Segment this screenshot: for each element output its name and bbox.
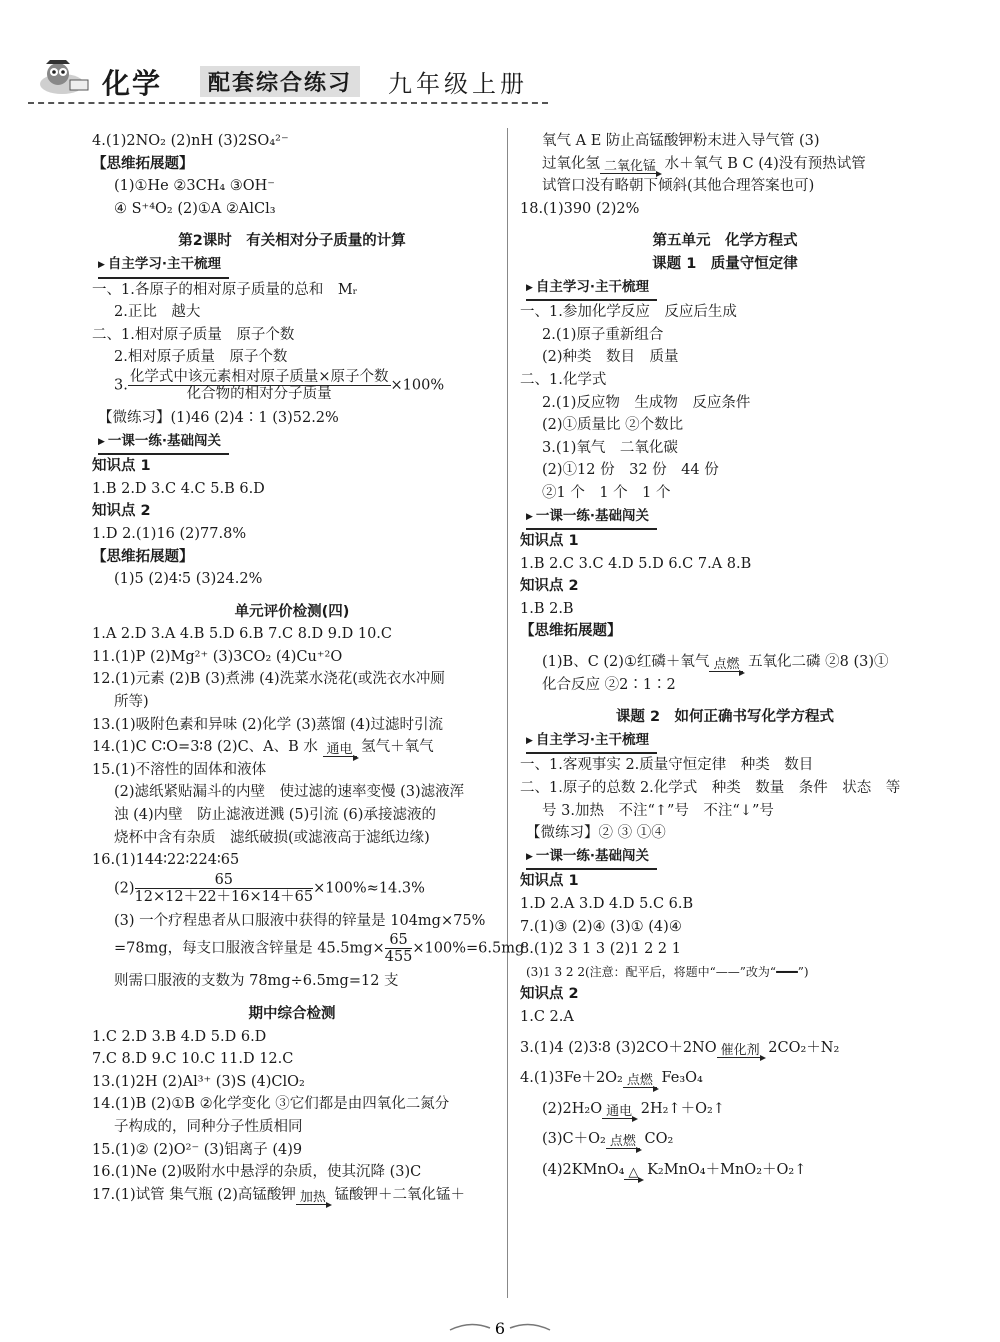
answer-line: 化合反应 ②2∶1∶2	[542, 676, 676, 693]
knowledge-point-label: 知识点 1	[92, 458, 151, 475]
knowledge-point-label: 知识点 2	[520, 986, 579, 1003]
knowledge-point-label: 知识点 1	[520, 533, 579, 550]
page-number-ornament	[440, 1318, 560, 1338]
book-series: 配套综合练习	[200, 66, 360, 97]
answer-line: (1)5 (2)4∶5 (3)24.2%	[114, 571, 263, 588]
knowledge-point-label: 知识点 2	[520, 578, 579, 595]
answer-line: 所等)	[114, 694, 149, 711]
answer-line: 则需口服液的支数为 78mg÷6.5mg=12 支	[114, 973, 399, 990]
answer-line: (2)①12 份 32 份 44 份	[542, 462, 719, 479]
answer-line: 15.(1)不溶性的固体和液体	[92, 761, 267, 778]
page-number: 6	[494, 1319, 506, 1338]
reaction-arrow: 点燃	[606, 1135, 640, 1149]
answer-line: (1)①He ②3CH₄ ③OH⁻	[114, 178, 275, 195]
answer-line: 2.相对原子质量 原子个数	[114, 349, 288, 366]
equation-line: (4)2KMnO₄ △ K₂MnO₄＋MnO₂＋O₂↑	[542, 1161, 807, 1180]
equation-line: 3.(1)4 (2)3∶8 (3)2CO＋2NO 催化剂 2CO₂＋N₂	[520, 1039, 840, 1058]
equation-line: (2)2H₂O 通电 2H₂↑＋O₂↑	[542, 1100, 725, 1119]
answer-line: (3) 一个疗程患者从口服液中获得的锌量是 104mg×75%	[114, 912, 486, 929]
subsection-heading: ▶ 自主学习·主干梳理	[98, 253, 229, 279]
reaction-arrow: 点燃	[709, 658, 743, 672]
reaction-arrow: 加热	[296, 1191, 330, 1205]
answer-line: 二、1.化学式	[520, 371, 607, 388]
fraction: $\frac{\text{化学式中该元素相对原子质量×原子个数}}{\text{化合物的相对分子质量}}$	[129, 368, 389, 402]
answer-line: 浊 (4)内壁 防止滤液迸溅 (5)引流 (6)承接滤液的	[114, 807, 436, 824]
answer-line: 1.D 2.(1)16 (2)77.8%	[92, 525, 247, 542]
answer-line: 7.C 8.D 9.C 10.C 11.D 12.C	[92, 1051, 294, 1068]
answer-line: 8.(1)2 3 1 3 (2)1 2 2 1	[520, 941, 681, 958]
fraction: $\frac{65}{12\times 12+22+16\times 14+65}$	[134, 871, 314, 905]
answer-line: 2.正比 越大	[114, 304, 201, 321]
lesson-title: 第2课时 有关相对分子质量的计算	[178, 233, 406, 250]
owl-scholar-logo-icon	[36, 58, 92, 98]
subsection-heading: ▶ 自主学习·主干梳理	[526, 729, 657, 755]
answer-line: 试管口没有略朝下倾斜(其他合理答案也可)	[542, 178, 815, 195]
answer-line: 1.B 2.D 3.C 4.C 5.B 6.D	[92, 480, 265, 497]
lesson-title: 课题 2 如何正确书写化学方程式	[615, 709, 835, 726]
unit-test-title: 单元评价检测(四)	[234, 603, 350, 620]
reaction-arrow: 通电	[602, 1105, 636, 1119]
answer-line: 4.(1)2NO₂ (2)nH (3)2SO₄²⁻	[92, 133, 289, 149]
reaction-arrow: 通电	[323, 743, 357, 757]
section-label: 【思维拓展题】	[92, 155, 194, 172]
answer-line: 烧杯中含有杂质 滤纸破损(或滤液高于滤纸边缘)	[114, 829, 430, 846]
answer-line: 1.C 2.A	[520, 1008, 574, 1025]
answer-line: (3)1 3 2 2(注意：配平后，将题中“——”改为“━━━”)	[526, 964, 809, 979]
formula-line: 3. $\frac{\text{化学式中该元素相对原子质量×原子个数}}{\text{化合物的相对分子质量}}$ ×100%	[114, 368, 445, 402]
answer-line: 14.(1)B (2)①B ②化学变化 ③它们都是由四氧化二氮分	[92, 1096, 450, 1113]
subsection-heading: ▶ 自主学习·主干梳理	[526, 276, 657, 302]
equation-line: (1)B、C (2)①红磷＋氧气 点燃 五氧化二磷 ②8 (3)①	[542, 654, 889, 673]
right-column	[520, 130, 930, 1182]
midterm-title: 期中综合检测	[248, 1006, 336, 1022]
answer-line: ②1 个 1 个 1 个	[542, 484, 671, 501]
answer-line: (2)滤纸紧贴漏斗的内壁 使过滤的速率变慢 (3)滤液浑	[114, 784, 465, 801]
lesson-title: 课题 1 质量守恒定律	[652, 255, 798, 272]
equation-line: 过氧化氢 二氧化锰 水＋氧气 B C (4)没有预热试管	[542, 155, 866, 174]
equation-line: 14.(1)C C∶O=3∶8 (2)C、A、B 水 通电 氢气＋氧气	[92, 739, 434, 758]
answer-line: 7.(1)③ (2)④ (3)① (4)④	[520, 918, 682, 935]
answer-line: 一、1.客观事实 2.质量守恒定律 种类 数目	[520, 757, 814, 774]
answer-line: 16.(1)144∶22∶224∶65	[92, 852, 240, 869]
answer-line: 18.(1)390 (2)2%	[520, 200, 640, 217]
answer-line: 2.(1)反应物 生成物 反应条件	[542, 394, 751, 411]
answer-line: 11.(1)P (2)Mg²⁺ (3)3CO₂ (4)Cu⁺²O	[92, 648, 343, 665]
answer-line: 16.(1)Ne (2)吸附水中悬浮的杂质，使其沉降 (3)C	[92, 1164, 422, 1181]
answer-line: 13.(1)吸附色素和异味 (2)化学 (3)蒸馏 (4)过滤时引流	[92, 716, 444, 733]
answer-line: (2)种类 数目 质量	[542, 349, 679, 366]
fraction: $\frac{65}{455}$	[384, 932, 413, 966]
equation-line: 17.(1)试管 集气瓶 (2)高锰酸钾 加热 锰酸钾＋二氧化锰＋	[92, 1186, 465, 1205]
section-label: 【思维拓展题】	[520, 623, 622, 640]
equation-line: (3)C＋O₂ 点燃 CO₂	[542, 1131, 674, 1150]
answer-line: 15.(1)② (2)O²⁻ (3)铝离子 (4)9	[92, 1141, 303, 1158]
reaction-arrow: 二氧化锰	[600, 160, 660, 174]
answer-line: 12.(1)元素 (2)B (3)煮沸 (4)洗菜水浇花(或洗衣水冲厕	[92, 671, 445, 688]
answer-line: 二、1.原子的总数 2.化学式 种类 数量 条件 状态 等	[520, 780, 901, 797]
subsection-heading: ▶ 一课一练·基础闯关	[526, 505, 657, 531]
answer-line: (2)①质量比 ②个数比	[542, 417, 684, 434]
answer-line: 【微练习】② ③ ①④	[526, 825, 666, 842]
ornament-swirl-icon	[440, 1318, 560, 1338]
equation-line: 4.(1)3Fe＋2O₂ 点燃 Fe₃O₄	[520, 1070, 703, 1089]
column-divider	[507, 128, 508, 1298]
subsection-heading: ▶ 一课一练·基础闯关	[98, 430, 229, 456]
book-grade: 九年级上册	[388, 70, 528, 98]
answer-line: 1.A 2.D 3.A 4.B 5.D 6.B 7.C 8.D 9.D 10.C	[92, 626, 392, 643]
knowledge-point-label: 知识点 2	[92, 503, 151, 520]
answer-line: 子构成的，同种分子性质相同	[114, 1118, 303, 1135]
answer-line: 号 3.加热 不注“↑”号 不注“↓”号	[542, 802, 774, 819]
left-column	[92, 130, 525, 1206]
knowledge-point-label: 知识点 1	[520, 873, 579, 890]
page-header	[28, 58, 548, 102]
answer-line: 13.(1)2H (2)Al³⁺ (3)S (4)ClO₂	[92, 1073, 305, 1090]
answer-line: 1.B 2.B	[520, 600, 574, 617]
answer-line: 1.B 2.C 3.C 4.D 5.D 6.C 7.A 8.B	[520, 555, 752, 572]
header-dashed-rule	[28, 102, 548, 104]
answer-line: 一、1.参加化学反应 反应后生成	[520, 304, 737, 321]
answer-line: 【微练习】(1)46 (2)4∶1 (3)52.2%	[98, 409, 339, 426]
answer-line: 二、1.相对原子质量 原子个数	[92, 326, 295, 343]
section-label: 【思维拓展题】	[92, 548, 194, 565]
reaction-arrow: 催化剂	[717, 1044, 764, 1058]
answer-line: 3.(1)氧气 二氧化碳	[542, 439, 678, 456]
answer-line: 2.(1)原子重新组合	[542, 326, 664, 343]
formula-line: =78mg，每支口服液含锌量是 45.5mg× $\frac{65}{455}$ ×100%=6.5mg	[114, 932, 525, 966]
answer-line: 氧气 A E 防止高锰酸钾粉末进入导气管 (3)	[542, 133, 820, 149]
answer-line: 1.C 2.D 3.B 4.D 5.D 6.D	[92, 1028, 267, 1045]
answer-line: 一、1.各原子的相对原子质量的总和 Mᵣ	[92, 281, 358, 298]
answer-line: ④ S⁺⁴O₂ (2)①A ②AlCl₃	[114, 200, 276, 217]
unit-title: 第五单元 化学方程式	[652, 233, 798, 250]
formula-line: (2) $\frac{65}{12\times 12+22+16\times 14+65}$ ×100%≈14.3%	[114, 871, 425, 905]
reaction-arrow: △	[624, 1166, 642, 1180]
book-subject: 化学	[102, 67, 163, 100]
answer-line: 1.D 2.A 3.D 4.D 5.C 6.B	[520, 896, 694, 912]
reaction-arrow: 点燃	[623, 1074, 657, 1088]
subsection-heading: ▶ 一课一练·基础闯关	[526, 845, 657, 871]
